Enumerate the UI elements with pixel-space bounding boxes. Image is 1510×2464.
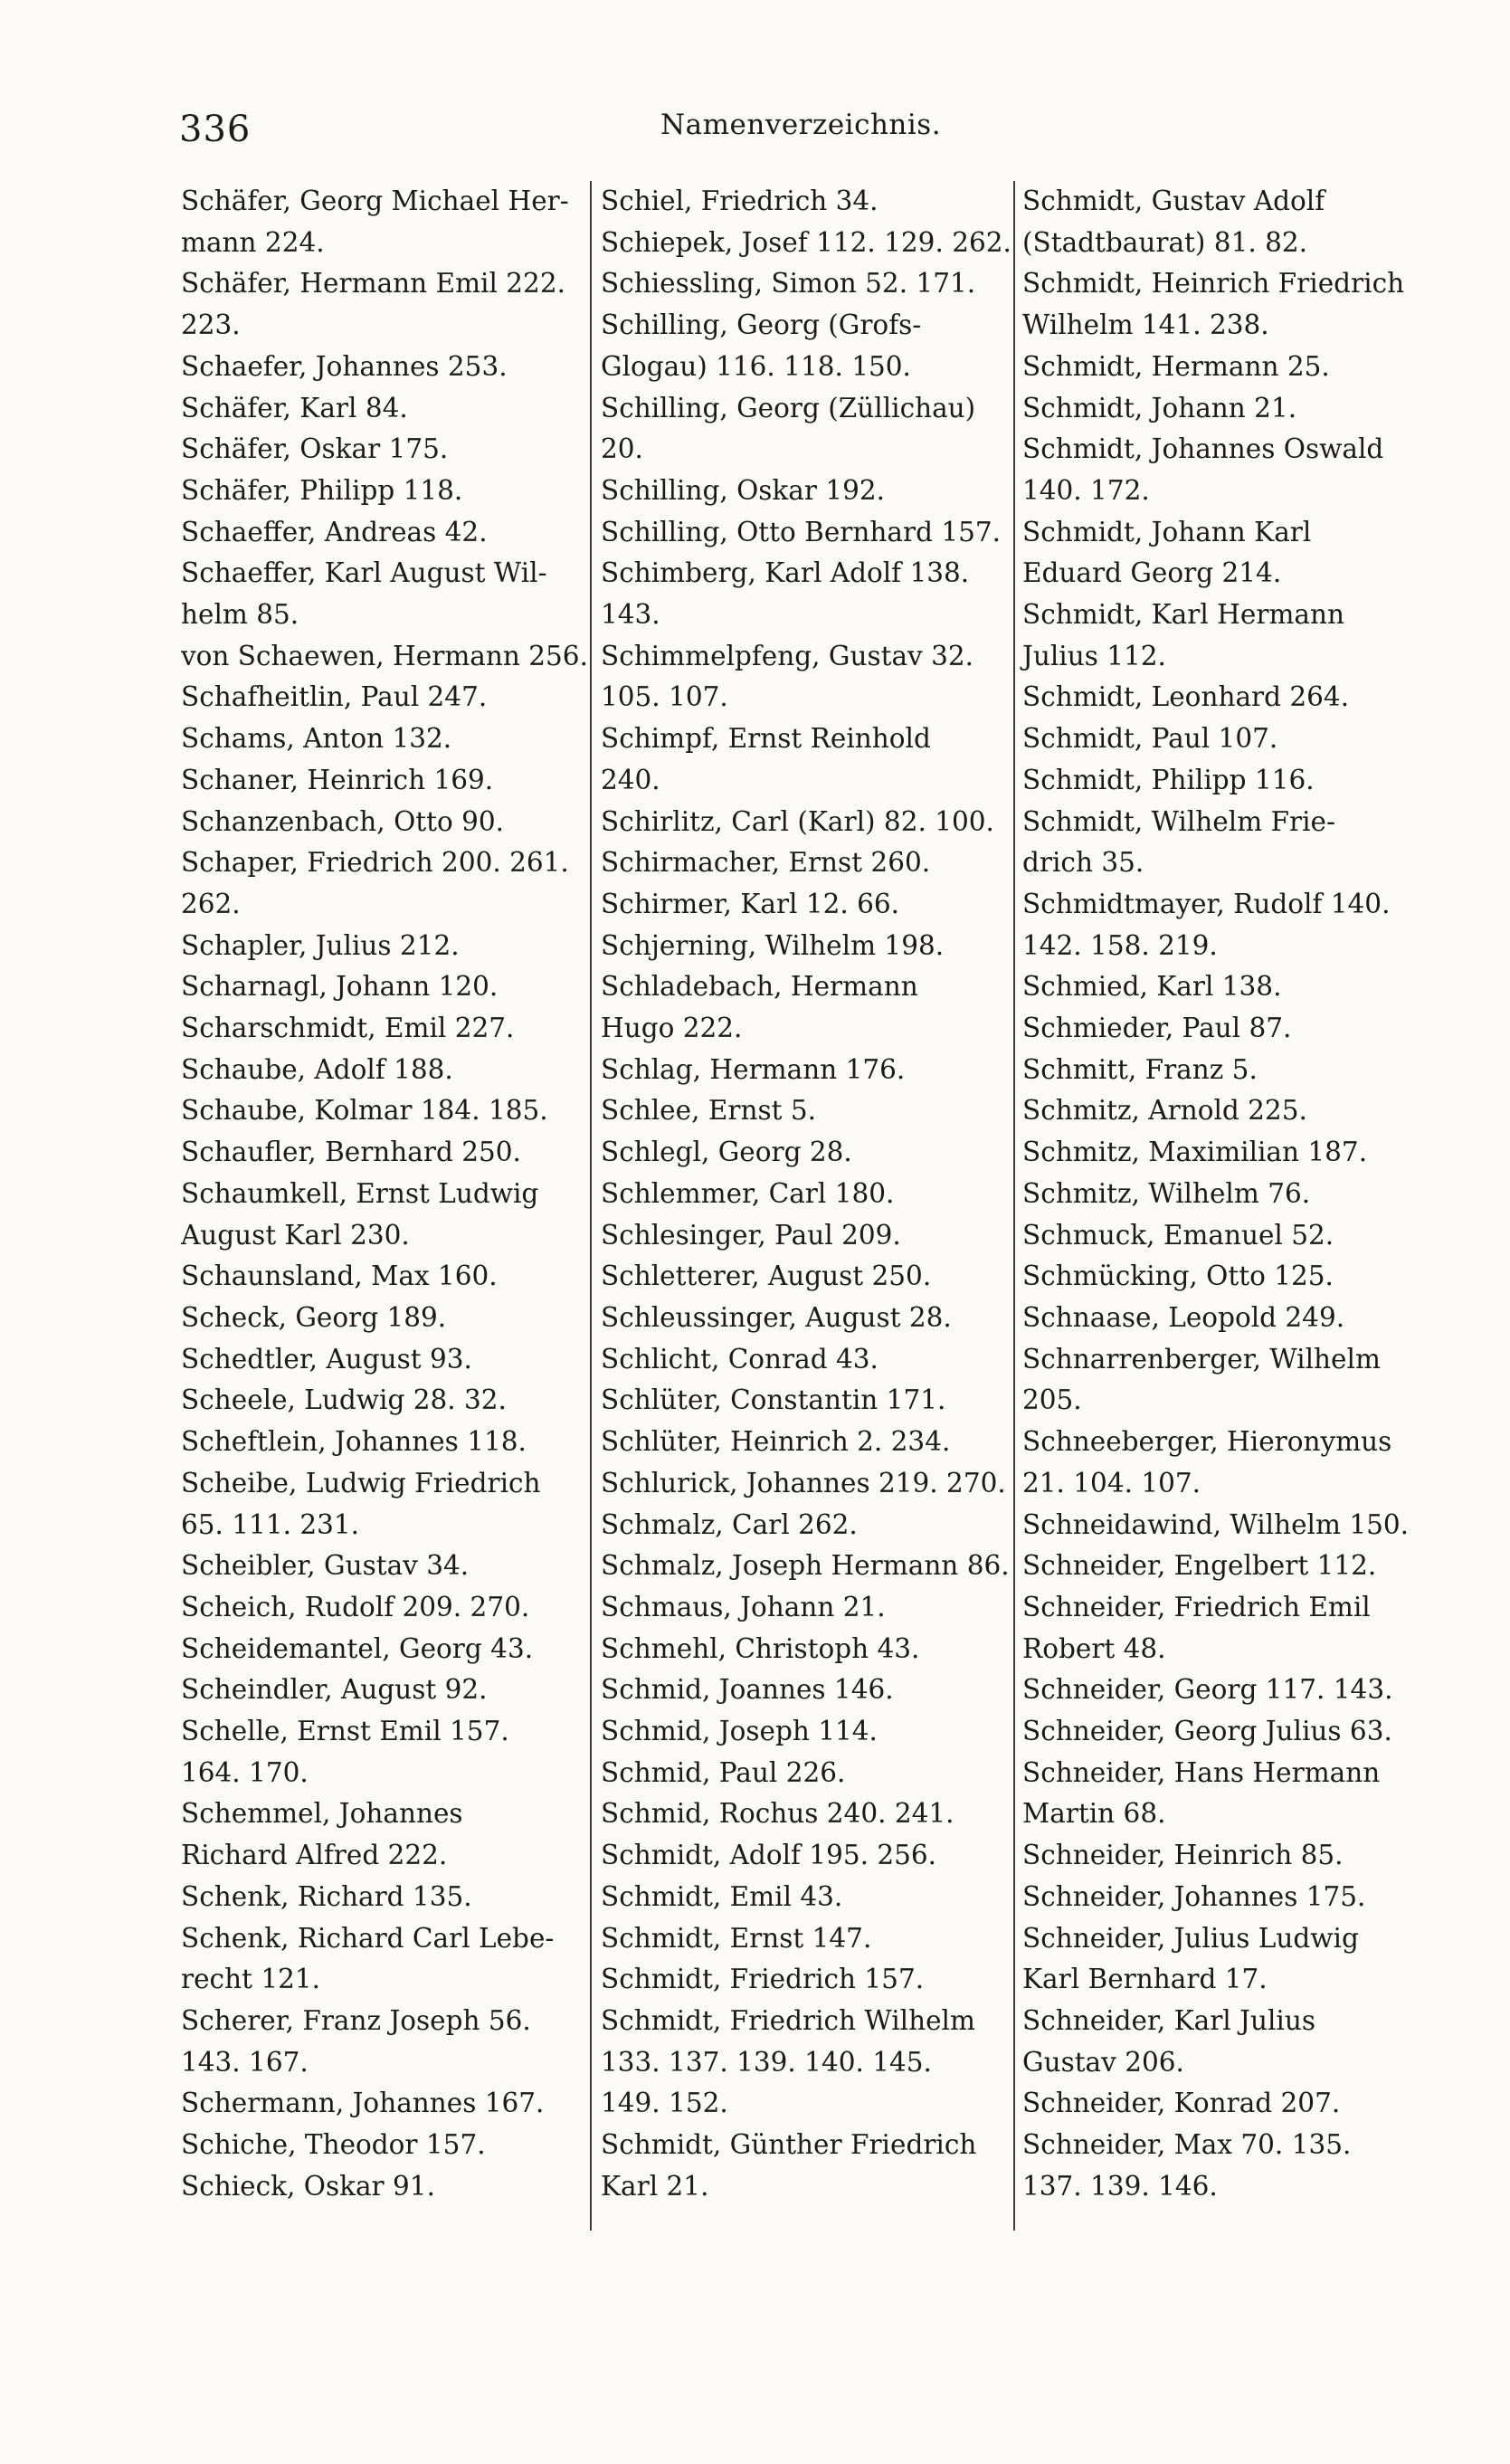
index-entry-line: Schemmel, Johannes <box>181 1798 463 1830</box>
index-entry <box>601 1546 1008 1587</box>
index-entry-line: Schaube, Kolmar 184. 185. <box>181 1095 548 1127</box>
index-entry-line: Schermann, Johannes 167. <box>181 2088 545 2119</box>
index-entry <box>601 2125 1008 2207</box>
index-entry <box>1022 884 1429 966</box>
index-entry-line: Schlurick, Johannes 219. 270. <box>601 1467 1006 1498</box>
index-entry-line: Schelle, Ernst Emil 157. <box>181 1716 509 1747</box>
index-entry-line: Scheidemantel, Georg 43. <box>181 1632 534 1664</box>
index-entry-line: Schaefer, Johannes 253. <box>181 350 508 382</box>
index-entry-line: Schiel, Friedrich 34. <box>601 186 878 216</box>
index-entry-line: Schmieder, Paul 87. <box>1022 1013 1292 1044</box>
index-entry-line: Schlicht, Conrad 43. <box>601 1343 878 1375</box>
index-entry <box>601 553 1008 635</box>
index-entry-line: 262. <box>181 888 241 919</box>
index-column-2 <box>601 181 1011 2207</box>
index-entry-line: Schmitt, Franz 5. <box>1022 1053 1258 1085</box>
index-entry-line: 21. 104. 107. <box>1022 1467 1201 1498</box>
index-entry-line: Schapler, Julius 212. <box>181 929 460 961</box>
index-entry <box>1022 1298 1429 1339</box>
index-entry <box>181 181 579 263</box>
index-entry <box>181 2001 579 2083</box>
index-entry-line: Schäfer, Philipp 118. <box>181 474 463 506</box>
index-entry <box>181 2083 579 2125</box>
index-entry <box>1022 2083 1429 2125</box>
index-entry <box>601 1670 1008 1711</box>
index-entry-line: (Stadtbaurat) 81. 82. <box>1022 226 1308 258</box>
index-entry-line: Schaeffer, Karl August Wil- <box>181 557 547 589</box>
index-entry <box>181 429 579 471</box>
index-entry <box>1022 1587 1429 1670</box>
index-entry <box>1022 1050 1429 1091</box>
index-entry <box>181 1422 579 1463</box>
index-entry-line: Schlesinger, Paul 209. <box>601 1219 901 1251</box>
index-entry <box>181 926 579 967</box>
index-entry-line: Schmidt, Ernst 147. <box>601 1922 872 1954</box>
index-entry <box>1022 263 1429 346</box>
index-entry-line: Schmehl, Christoph 43. <box>601 1632 920 1664</box>
index-entry <box>181 1298 579 1339</box>
index-entry <box>1022 966 1429 1008</box>
index-column-3 <box>1022 181 1429 2207</box>
index-entry <box>181 1711 579 1793</box>
column-divider <box>590 181 592 2231</box>
index-entry-line: 164. 170. <box>181 1756 309 1788</box>
index-entry <box>601 1877 1008 1918</box>
index-entry <box>1022 1174 1429 1215</box>
index-entry <box>601 181 1008 223</box>
index-entry <box>1022 1670 1429 1711</box>
index-entry <box>181 471 579 512</box>
index-entry <box>601 1629 1008 1670</box>
index-entry-line: Schirmacher, Ernst 260. <box>601 847 931 879</box>
index-entry-line: Schimberg, Karl Adolf 138. <box>601 557 970 589</box>
index-entry <box>181 1256 579 1298</box>
index-entry-line: Schmalz, Carl 262. <box>601 1508 858 1540</box>
index-entry-line: 143. 167. <box>181 2046 309 2078</box>
index-entry-line: Schneider, Georg Julius 63. <box>1022 1716 1392 1747</box>
index-entry-line: Schneidawind, Wilhelm 150. <box>1022 1508 1410 1540</box>
index-entry-line: 137. 139. 146. <box>1022 2170 1218 2202</box>
index-entry-line: Wilhelm 141. 238. <box>1022 309 1269 341</box>
index-entry <box>1022 718 1429 760</box>
index-entry-line: 143. <box>601 599 660 631</box>
index-entry-line: Schneider, Julius Ludwig <box>1022 1922 1359 1954</box>
index-entry <box>1022 2001 1429 2083</box>
index-entry <box>181 760 579 802</box>
index-entry <box>601 802 1008 843</box>
index-entry-line: Schmitz, Maximilian 187. <box>1022 1137 1368 1168</box>
index-entry <box>601 1256 1008 1298</box>
index-entry-line: Schaunsland, Max 160. <box>181 1261 498 1292</box>
index-entry-line: Schleussinger, August 28. <box>601 1301 952 1333</box>
index-entry <box>181 347 579 388</box>
index-entry <box>601 1339 1008 1381</box>
index-entry <box>601 1090 1008 1132</box>
index-entry <box>601 1174 1008 1215</box>
index-entry-line: 140. 172. <box>1022 474 1150 506</box>
index-entry-line: Schafheitlin, Paul 247. <box>181 681 488 713</box>
index-entry-line: Scheck, Georg 189. <box>181 1301 447 1333</box>
index-entry <box>601 1422 1008 1463</box>
index-entry-line: Scheele, Ludwig 28. 32. <box>181 1384 507 1416</box>
index-entry-line: Schneeberger, Hieronymus <box>1022 1426 1392 1458</box>
index-entry-line: Schlee, Ernst 5. <box>601 1095 816 1127</box>
index-entry <box>181 1008 579 1050</box>
index-entry <box>601 1463 1008 1505</box>
index-entry <box>601 1298 1008 1339</box>
column-divider <box>1013 181 1015 2231</box>
page-number: 336 <box>179 109 252 150</box>
index-entry <box>181 1918 579 2001</box>
index-entry <box>181 1174 579 1256</box>
index-entry <box>181 842 579 925</box>
index-entry-line: Schmidt, Philipp 116. <box>1022 764 1315 795</box>
index-entry <box>1022 1918 1429 2001</box>
index-entry-line: Schmidt, Friedrich Wilhelm <box>601 2004 975 2036</box>
index-entry-line: Schlemmer, Carl 180. <box>601 1177 895 1209</box>
index-entry <box>181 802 579 843</box>
index-entry-line: Schmidt, Friedrich 157. <box>601 1964 925 1995</box>
index-entry-line: Schmidt, Adolf 195. 256. <box>601 1840 937 1871</box>
index-entry <box>181 636 588 678</box>
index-entry <box>181 1629 579 1670</box>
index-entry-line: Schmalz, Joseph Hermann 86. <box>601 1550 1010 1582</box>
index-entry-line: Schneider, Georg 117. 143. <box>1022 1674 1393 1706</box>
index-entry <box>601 842 1008 884</box>
index-entry <box>601 636 1008 718</box>
index-entry <box>1022 1132 1429 1174</box>
index-entry <box>601 884 1008 926</box>
index-entry <box>601 1959 1008 2001</box>
index-entry-line: Scheftlein, Johannes 118. <box>181 1426 527 1458</box>
index-entry-line: Schjerning, Wilhelm 198. <box>601 929 945 961</box>
index-entry-line: 133. 137. 139. 140. 145. <box>601 2046 932 2078</box>
index-entry-line: Schanzenbach, Otto 90. <box>181 805 505 837</box>
index-entry-line: Schmid, Rochus 240. 241. <box>601 1798 954 1830</box>
index-entry <box>601 1132 1008 1174</box>
index-entry-line: Schmid, Paul 226. <box>601 1756 846 1788</box>
index-entry-line: Schiessling, Simon 52. 171. <box>601 268 976 300</box>
index-entry <box>181 677 579 718</box>
index-entry-line: Schäfer, Karl 84. <box>181 392 408 423</box>
index-entry-line: Schaufler, Bernhard 250. <box>181 1137 521 1168</box>
index-entry <box>1022 1339 1429 1422</box>
index-entry-line: mann 224. <box>181 226 325 258</box>
index-entry-line: 20. <box>601 433 643 465</box>
index-entry <box>181 966 579 1008</box>
index-entry-line: Schmidtmayer, Rudolf 140. <box>1022 888 1391 919</box>
index-entry <box>1022 388 1429 430</box>
index-entry-line: 205. <box>1022 1384 1082 1416</box>
index-entry-line: Schilling, Oskar 192. <box>601 474 886 506</box>
index-entry-line: drich 35. <box>1022 847 1144 879</box>
index-entry-line: Schlegl, Georg 28. <box>601 1137 852 1168</box>
index-entry-line: Karl Bernhard 17. <box>1022 1964 1268 1995</box>
index-entry <box>1022 1090 1429 1132</box>
index-entry <box>1022 1877 1429 1918</box>
index-entry-line: Schmidt, Johann Karl <box>1022 516 1312 547</box>
index-entry-line: Schmitz, Wilhelm 76. <box>1022 1177 1311 1209</box>
index-entry <box>1022 347 1429 388</box>
index-entry <box>181 263 579 346</box>
index-entry-line: Gustav 206. <box>1022 2046 1184 2078</box>
index-entry <box>1022 512 1429 595</box>
index-entry-line: Schmuck, Emanuel 52. <box>1022 1219 1334 1251</box>
page-title: Namenverzeichnis. <box>660 109 942 141</box>
index-entry <box>181 1587 579 1629</box>
index-entry <box>181 1793 579 1876</box>
index-entry-line: Schmidt, Johann 21. <box>1022 392 1297 423</box>
index-entry-line: Schlüter, Constantin 171. <box>601 1384 946 1416</box>
index-entry-line: Schäfer, Oskar 175. <box>181 433 449 465</box>
index-entry <box>1022 1215 1429 1257</box>
index-entry <box>1022 677 1429 718</box>
index-entry-line: Schmidt, Wilhelm Frie- <box>1022 805 1335 837</box>
index-entry-line: Schaper, Friedrich 200. 261. <box>181 847 569 879</box>
index-entry-line: Schmidt, Karl Hermann <box>1022 599 1345 631</box>
index-entry <box>181 388 579 430</box>
index-entry-line: Schäfer, Hermann Emil 222. <box>181 268 565 300</box>
index-entry <box>181 1132 579 1174</box>
index-entry-line: Schnarrenberger, Wilhelm <box>1022 1343 1381 1375</box>
index-entry <box>181 1050 579 1091</box>
index-entry-line: Scheibe, Ludwig Friedrich <box>181 1467 541 1498</box>
index-entry-line: Schmidt, Johannes Oswald <box>1022 433 1384 465</box>
index-entry-line: Schiepek, Josef 112. 129. 262. <box>601 226 1011 258</box>
index-entry-line: Martin 68. <box>1022 1798 1166 1830</box>
index-entry <box>601 1215 1008 1257</box>
index-entry-line: Schedtler, August 93. <box>181 1343 472 1375</box>
index-entry-line: Schirmer, Karl 12. 66. <box>601 888 900 919</box>
index-entry <box>601 1835 1008 1877</box>
index-entry-line: Schladebach, Hermann <box>601 971 918 1003</box>
index-entry-line: Schams, Anton 132. <box>181 723 452 755</box>
index-entry-line: Schmidt, Paul 107. <box>1022 723 1278 755</box>
index-entry-line: 223. <box>181 309 241 341</box>
index-entry-line: Eduard Georg 214. <box>1022 557 1282 589</box>
index-entry <box>601 305 1008 387</box>
index-entry <box>1022 595 1429 677</box>
index-entry <box>601 223 1011 264</box>
index-entry <box>181 1463 579 1546</box>
index-entry-line: 240. <box>601 764 660 795</box>
index-entry <box>601 1753 1008 1794</box>
index-entry <box>601 1918 1008 1960</box>
index-entry <box>1022 1835 1429 1877</box>
index-entry-line: Richard Alfred 222. <box>181 1840 448 1871</box>
index-entry-line: Schaeffer, Andreas 42. <box>181 516 488 547</box>
index-entry-line: Scherer, Franz Joseph 56. <box>181 2004 531 2036</box>
index-entry <box>181 2125 579 2166</box>
index-entry <box>1022 1505 1429 1546</box>
index-entry-line: Schmidt, Leonhard 264. <box>1022 681 1350 713</box>
index-entry-line: Schnaase, Leopold 249. <box>1022 1301 1345 1333</box>
index-entry-line: Scheibler, Gustav 34. <box>181 1550 470 1582</box>
index-entry <box>181 1339 579 1381</box>
index-entry-line: Schäfer, Georg Michael Her- <box>181 186 569 216</box>
index-entry-line: Scheindler, August 92. <box>181 1674 488 1706</box>
index-entry-line: Schneider, Hans Hermann <box>1022 1756 1381 1788</box>
index-entry-line: Schaube, Adolf 188. <box>181 1053 453 1085</box>
index-entry-line: Schmitz, Arnold 225. <box>1022 1095 1307 1127</box>
index-entry-line: Schneider, Friedrich Emil <box>1022 1591 1371 1622</box>
index-entry <box>1022 1422 1429 1504</box>
index-entry-line: Schaner, Heinrich 169. <box>181 764 494 795</box>
index-entry <box>1022 760 1429 802</box>
index-entry <box>181 512 579 554</box>
index-entry <box>601 1050 1008 1091</box>
index-entry <box>601 926 1008 967</box>
index-entry <box>601 388 1008 471</box>
index-entry-line: Schenk, Richard Carl Lebe- <box>181 1922 555 1954</box>
index-entry <box>601 1711 1008 1753</box>
index-entry-line: recht 121. <box>181 1964 320 1995</box>
index-entry-line: Scharschmidt, Emil 227. <box>181 1013 515 1044</box>
index-entry <box>601 1587 1008 1629</box>
index-entry-line: Schneider, Konrad 207. <box>1022 2088 1341 2119</box>
index-entry-line: Schneider, Karl Julius <box>1022 2004 1315 2036</box>
index-entry-line: Schenk, Richard 135. <box>181 1880 472 1912</box>
index-entry-line: Scheich, Rudolf 209. 270. <box>181 1591 530 1622</box>
index-entry <box>1022 1008 1429 1050</box>
index-entry-line: Schneider, Johannes 175. <box>1022 1880 1366 1912</box>
index-entry-line: Glogau) 116. 118. 150. <box>601 350 911 382</box>
index-entry-line: Schmaus, Johann 21. <box>601 1591 886 1622</box>
index-entry <box>1022 1711 1429 1753</box>
index-entry <box>181 2166 579 2208</box>
index-entry <box>1022 802 1429 884</box>
index-entry <box>601 512 1008 554</box>
index-entry <box>181 553 579 635</box>
index-entry <box>181 1546 579 1587</box>
index-entry <box>1022 429 1429 511</box>
index-entry <box>601 263 1008 305</box>
index-entry-line: August Karl 230. <box>181 1219 410 1251</box>
index-entry-line: Hugo 222. <box>601 1013 743 1044</box>
index-entry-line: Schaumkell, Ernst Ludwig <box>181 1177 539 1209</box>
index-entry <box>181 1670 579 1711</box>
index-entry-line: Schirlitz, Carl (Karl) 82. 100. <box>601 805 994 837</box>
index-entry <box>601 1793 1008 1835</box>
index-entry-line: helm 85. <box>181 599 299 631</box>
index-entry-line: Karl 21. <box>601 2170 709 2202</box>
index-entry-line: Schiche, Theodor 157. <box>181 2129 486 2161</box>
index-entry <box>601 718 1008 801</box>
index-entry-line: Robert 48. <box>1022 1632 1166 1664</box>
index-entry-line: Schmidt, Günther Friedrich <box>601 2129 977 2161</box>
index-entry-line: Schmidt, Heinrich Friedrich <box>1022 268 1405 300</box>
index-entry-line: Schmid, Joannes 146. <box>601 1674 894 1706</box>
index-entry <box>181 1877 579 1918</box>
index-entry-line: Schilling, Georg (Züllichau) <box>601 392 976 423</box>
index-entry-line: Schneider, Engelbert 112. <box>1022 1550 1377 1582</box>
index-entry <box>181 718 579 760</box>
index-entry <box>601 966 1008 1049</box>
index-entry-line: Schmücking, Otto 125. <box>1022 1261 1334 1292</box>
index-entry-line: Schneider, Max 70. 135. <box>1022 2129 1352 2161</box>
index-entry <box>181 1380 579 1422</box>
index-entry-line: 149. 152. <box>601 2088 728 2119</box>
index-column-1 <box>181 181 588 2207</box>
index-entry-line: Schmied, Karl 138. <box>1022 971 1282 1003</box>
index-entry <box>1022 1256 1429 1298</box>
index-entry-line: Schilling, Otto Bernhard 157. <box>601 516 1002 547</box>
index-entry-line: 105. 107. <box>601 681 728 713</box>
index-entry-line: Schieck, Oskar 91. <box>181 2170 435 2202</box>
index-entry-line: von Schaewen, Hermann 256. <box>181 640 588 671</box>
index-entry-line: Schmidt, Gustav Adolf <box>1022 186 1325 216</box>
index-entry <box>601 2001 1008 2125</box>
index-entry-line: 142. 158. 219. <box>1022 929 1218 961</box>
index-entry <box>601 1380 1008 1422</box>
index-entry <box>181 1090 579 1132</box>
index-entry-line: Schneider, Heinrich 85. <box>1022 1840 1344 1871</box>
index-entry <box>1022 181 1429 263</box>
index-entry-line: 65. 111. 231. <box>181 1508 360 1540</box>
index-entry <box>1022 1753 1429 1835</box>
index-entry-line: Schlag, Hermann 176. <box>601 1053 906 1085</box>
index-entry-line: Schmidt, Hermann 25. <box>1022 350 1330 382</box>
index-entry-line: Schlüter, Heinrich 2. 234. <box>601 1426 951 1458</box>
index-entry-line: Schimmelpfeng, Gustav 32. <box>601 640 974 671</box>
index-entry <box>601 1505 1008 1546</box>
index-entry-line: Schimpf, Ernst Reinhold <box>601 723 931 755</box>
index-entry <box>1022 1546 1429 1587</box>
index-entry <box>1022 2125 1429 2207</box>
index-entry-line: Schmid, Joseph 114. <box>601 1716 878 1747</box>
index-entry <box>601 471 1008 512</box>
index-entry-line: Scharnagl, Johann 120. <box>181 971 499 1003</box>
index-entry-line: Schletterer, August 250. <box>601 1261 932 1292</box>
index-entry-line: Schmidt, Emil 43. <box>601 1880 843 1912</box>
index-entry-line: Schilling, Georg (Grofs- <box>601 309 922 341</box>
index-entry-line: Julius 112. <box>1022 640 1166 671</box>
